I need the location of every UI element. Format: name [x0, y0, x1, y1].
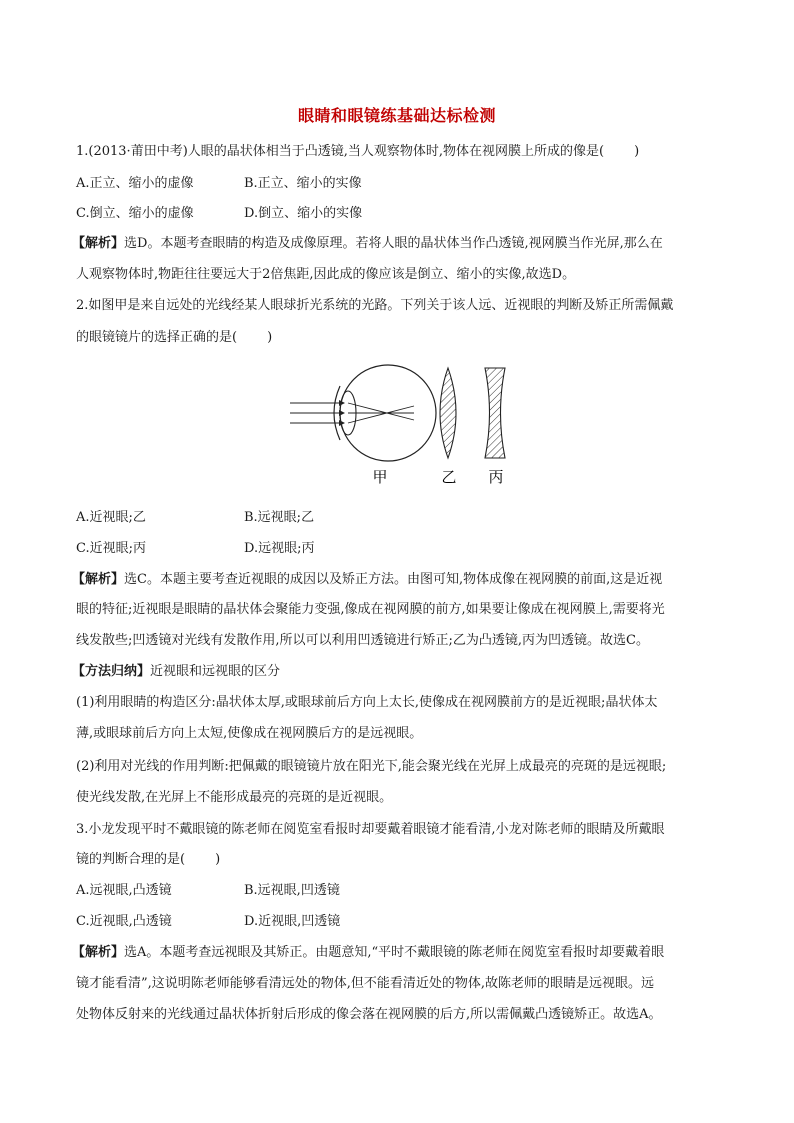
method-heading: 【方法归纳】近视眼和远视眼的区分: [72, 664, 281, 679]
method-line-3: (2)利用对光线的作用判断:把佩戴的眼镜镜片放在阳光下,能会聚光线在光屏上成最亮的亮斑的是远视眼;: [76, 759, 667, 774]
q1-option-b: B.正立、缩小的实像: [244, 176, 362, 191]
q2-option-a: A.近视眼;乙: [76, 510, 146, 525]
method-line-4: 使光线发散,在光屏上不能形成最亮的亮斑的是近视眼。: [76, 790, 393, 805]
q2-option-d: D.远视眼;丙: [244, 541, 315, 556]
method-line-1: (1)利用眼睛的构造区分:晶状体太厚,或眼球前后方向上太长,使像成在视网膜前方的是近视眼;晶状体太: [76, 695, 658, 710]
q2-stem-line-2: 的眼镜镜片的选择正确的是( ): [76, 330, 273, 345]
q2-analysis-line-2: 眼的特征;近视眼是眼睛的晶状体会聚能力变强,像成在视网膜的前方,如果要让像成在视网膜上,需要将光: [76, 602, 665, 617]
figure-label-jia: 甲: [372, 468, 388, 486]
q1-analysis-line-1: 【解析】选D。本题考查眼睛的构造及成像原理。若将人眼的晶状体当作凸透镜,视网膜当作光屏,那么在: [72, 236, 663, 251]
figure-label-yi: 乙: [441, 468, 457, 486]
q3-analysis-line-2: 镜才能看清”,这说明陈老师能够看清远处的物体,但不能看清近处的物体,故陈老师的眼睛是远视眼。远: [76, 976, 655, 991]
q2-analysis-line-1: 【解析】选C。本题主要考查近视眼的成因以及矫正方法。由图可知,物体成像在视网膜的前面,这是近视: [72, 572, 663, 587]
q2-option-b: B.远视眼;乙: [244, 510, 315, 525]
q1-analysis-line-2: 人观察物体时,物距往往要远大于2倍焦距,因此成的像应该是倒立、缩小的实像,故选D。: [76, 267, 576, 282]
q1-option-a: A.正立、缩小的虚像: [76, 176, 194, 191]
q2-stem-line-1: 2.如图甲是来自远处的光线经某人眼球折光系统的光路。下列关于该人远、近视眼的判断及矫正所需佩戴: [76, 298, 674, 313]
q2-analysis-line-3: 线发散些;凹透镜对光线有发散作用,所以可以利用凹透镜进行矫正;乙为凸透镜,丙为凹透镜。故选C。: [76, 633, 649, 648]
concave-lens: [485, 368, 505, 458]
q3-option-b: B.远视眼,凹透镜: [244, 883, 340, 898]
q3-analysis-line-1: 【解析】选A。本题考查远视眼及其矫正。由题意知,“平时不戴眼镜的陈老师在阅览室看报时却要戴着眼: [72, 945, 665, 960]
q3-option-a: A.远视眼,凸透镜: [76, 883, 172, 898]
q3-option-c: C.近视眼,凸透镜: [76, 914, 172, 929]
q1-option-d: D.倒立、缩小的实像: [244, 206, 363, 221]
figure-label-bing: 丙: [488, 468, 504, 486]
method-line-2: 薄,或眼球前后方向上太短,使像成在视网膜后方的是远视眼。: [76, 726, 423, 741]
eye-diagram: [290, 365, 436, 461]
eye-lens-figure: [280, 358, 520, 493]
q3-stem-line-1: 3.小龙发现平时不戴眼镜的陈老师在阅览室看报时却要戴着眼镜才能看清,小龙对陈老师的眼睛及所戴眼: [76, 822, 665, 837]
q1-option-c: C.倒立、缩小的虚像: [76, 206, 194, 221]
convex-lens: [440, 368, 456, 458]
page-title: 眼睛和眼镜练基础达标检测: [297, 106, 496, 125]
q2-option-c: C.近视眼;丙: [76, 541, 146, 556]
q3-stem-line-2: 镜的判断合理的是( ): [76, 852, 221, 867]
q3-analysis-line-3: 处物体反射来的光线通过晶状体折射后形成的像会落在视网膜的后方,所以需佩戴凸透镜矫正。故选A。: [76, 1007, 662, 1022]
q1-stem: 1.(2013·莆田中考)人眼的晶状体相当于凸透镜,当人观察物体时,物体在视网膜上所成的像是( ): [76, 144, 640, 159]
q3-option-d: D.近视眼,凹透镜: [244, 914, 341, 929]
